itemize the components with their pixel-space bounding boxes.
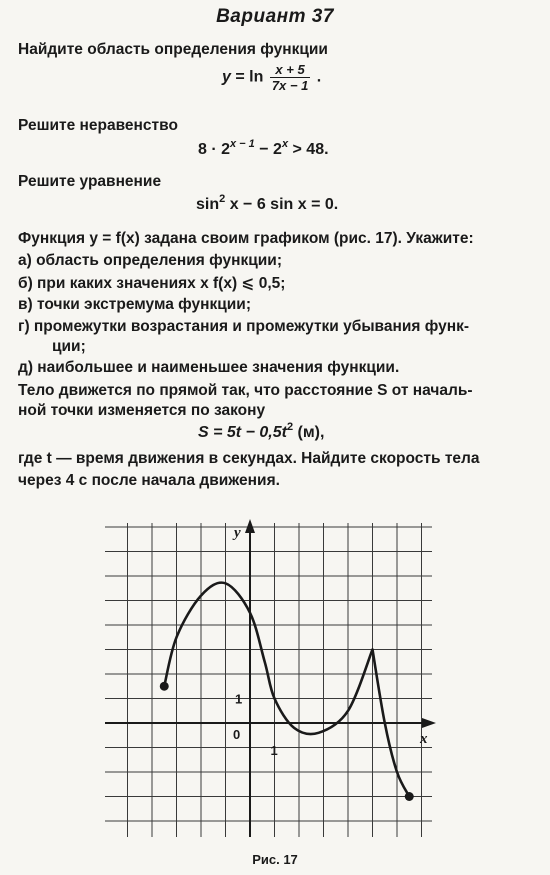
task5-line4: через 4 с после начала движения.: [18, 472, 280, 489]
task3-part-a: sin: [196, 196, 220, 213]
curve-start-point: [160, 682, 169, 691]
x-axis-label: x: [420, 731, 428, 747]
curve-end-point: [405, 792, 414, 801]
task4-item-a: а) область определения функции;: [18, 252, 282, 269]
task4-item-d: г) промежутки возрастания и промежутки убывания функ-: [18, 318, 470, 335]
task2-exp-b: x: [281, 138, 289, 150]
task1-formula: [222, 62, 321, 93]
x-axis-arrow: [422, 718, 436, 728]
task1-fraction: [270, 62, 311, 93]
task4-intro: Функция y = f(x) задана своим графиком (рис. 17). Укажите:: [18, 230, 474, 247]
task5-line2: ной точки изменяется по закону: [18, 402, 266, 419]
task1-ln: = ln: [230, 68, 268, 86]
y-axis-arrow: [245, 519, 255, 533]
task2-exp-a: x − 1: [230, 138, 255, 150]
task5-line3: где t — время движения в секундах. Найдите скорость тела: [18, 450, 480, 467]
task5-line1: Тело движется по прямой так, что расстояние S от началь-: [18, 382, 473, 399]
task1-text: Найдите область определения функции: [18, 41, 328, 58]
task5-part-b: (м),: [293, 424, 325, 441]
y-axis-label: y: [234, 525, 241, 541]
origin-label: 0: [233, 727, 241, 742]
task5-part-a: S = 5t − 0,5t: [198, 424, 287, 441]
task1-numerator: x + 5: [270, 62, 311, 78]
task4-item-e: д) наибольшее и наименьшее значения функции.: [18, 359, 400, 376]
task4-item-d-cont: ции;: [52, 338, 86, 355]
task1-denominator: 7x − 1: [271, 78, 309, 93]
task4-item-b: б) при каких значениях x f(x) ⩽ 0,5;: [18, 275, 286, 292]
y-tick-label-1: 1: [235, 691, 243, 707]
task1-lhs: y: [222, 68, 231, 86]
figure-caption: Рис. 17: [252, 852, 298, 867]
task3-formula: [196, 193, 339, 214]
task2-text: Решите неравенство: [18, 117, 178, 134]
task2-part-c: > 48.: [288, 141, 329, 158]
task2-part-a: 8 · 2: [198, 141, 231, 158]
task1-end: .: [312, 68, 322, 86]
x-tick-label-1: 1: [270, 743, 278, 758]
task3-exp-a: 2: [219, 193, 226, 205]
task2-part-b: − 2: [254, 141, 282, 158]
task4-item-c: в) точки экстремума функции;: [18, 296, 251, 313]
task5-formula: [198, 421, 325, 442]
task5-exp: 2: [286, 421, 294, 433]
task3-part-b: x − 6 sin x = 0.: [225, 196, 339, 213]
task3-text: Решите уравнение: [18, 173, 162, 190]
variant-title: Вариант 37: [216, 6, 334, 27]
function-graph: [100, 515, 440, 845]
task2-formula: [198, 138, 329, 159]
